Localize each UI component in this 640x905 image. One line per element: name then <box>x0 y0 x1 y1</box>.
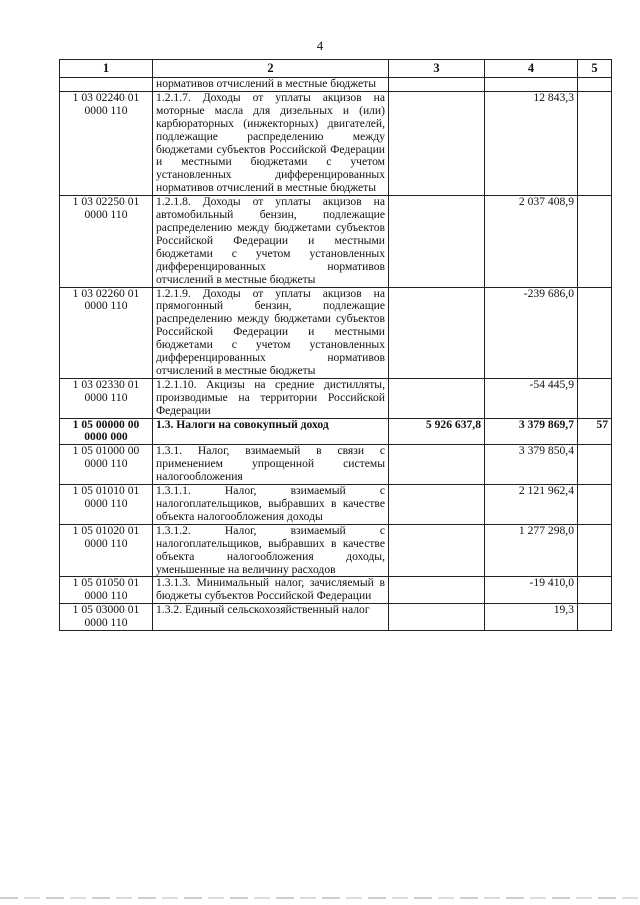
execution-percent-cell: 57 <box>578 418 612 445</box>
plan-amount-cell: 5 926 637,8 <box>389 418 485 445</box>
table-row <box>60 418 612 445</box>
revenue-table <box>59 59 612 631</box>
table-row <box>60 91 612 195</box>
revenue-name-cell: 1.2.1.10. Акцизы на средние дистилляты, производимые на территории Российской Федерации <box>153 378 389 418</box>
actual-amount-cell: -19 410,0 <box>485 577 578 604</box>
budget-code-cell: 1 05 03000 01 0000 110 <box>60 604 153 631</box>
revenue-name-cell: 1.3.1.1. Налог, взимаемый с налогоплательщиков, выбравших в качестве объекта налогообложения доходы <box>153 485 389 525</box>
header-col-1: 1 <box>60 60 153 78</box>
revenue-name-cell: 1.3.2. Единый сельскохозяйственный налог <box>153 604 389 631</box>
table-row <box>60 445 612 485</box>
table-row <box>60 485 612 525</box>
actual-amount-cell: -54 445,9 <box>485 378 578 418</box>
execution-percent-cell <box>578 91 612 195</box>
execution-percent-cell <box>578 577 612 604</box>
table-row <box>60 287 612 378</box>
actual-amount-cell: 12 843,3 <box>485 91 578 195</box>
table-row <box>60 604 612 631</box>
header-col-5: 5 <box>578 60 612 78</box>
revenue-name-cell: 1.3.1.3. Минимальный налог, зачисляемый в бюджеты субъектов Российской Федерации <box>153 577 389 604</box>
execution-percent-cell <box>578 604 612 631</box>
table-row <box>60 524 612 577</box>
execution-percent-cell <box>578 524 612 577</box>
budget-code-cell: 1 05 01050 01 0000 110 <box>60 577 153 604</box>
revenue-name-cell: 1.3.1. Налог, взимаемый в связи с применением упрощенной системы налогообложения <box>153 445 389 485</box>
budget-code-cell: 1 05 01020 01 0000 110 <box>60 524 153 577</box>
budget-code-cell: 1 03 02250 01 0000 110 <box>60 196 153 287</box>
revenue-name-cell: 1.2.1.7. Доходы от уплаты акцизов на моторные масла для дизельных и (или) карбюраторных (инжекторных) двигателей, подлежащие распределению между бюджетами субъектов Российской Федерации и местными бюджетами с учетом установленных дифференцированных нормативов отчислений в местные бюджеты <box>153 91 389 195</box>
header-col-2: 2 <box>153 60 389 78</box>
plan-amount-cell <box>389 196 485 287</box>
plan-amount-cell <box>389 91 485 195</box>
budget-code-cell <box>60 78 153 92</box>
execution-percent-cell <box>578 485 612 525</box>
plan-amount-cell <box>389 78 485 92</box>
revenue-name-cell: 1.3.1.2. Налог, взимаемый с налогоплательщиков, выбравших в качестве объекта налогообложения доходы, уменьшенные на величину расходов <box>153 524 389 577</box>
actual-amount-cell: 3 379 850,4 <box>485 445 578 485</box>
header-col-3: 3 <box>389 60 485 78</box>
revenue-name-cell: 1.3. Налоги на совокупный доход <box>153 418 389 445</box>
budget-code-cell: 1 03 02330 01 0000 110 <box>60 378 153 418</box>
page-number: 4 <box>316 38 324 53</box>
table-body <box>60 78 612 631</box>
budget-code-cell: 1 03 02260 01 0000 110 <box>60 287 153 378</box>
plan-amount-cell <box>389 604 485 631</box>
budget-code-cell: 1 05 01010 01 0000 110 <box>60 485 153 525</box>
plan-amount-cell <box>389 287 485 378</box>
revenue-name-cell: 1.2.1.8. Доходы от уплаты акцизов на автомобильный бензин, подлежащие распределению между бюджетами субъектов Российской Федерации и местными бюджетами с учетом установленных дифференцированных нормативов отчислений в местные бюджеты <box>153 196 389 287</box>
execution-percent-cell <box>578 378 612 418</box>
revenue-name-cell: нормативов отчислений в местные бюджеты <box>153 78 389 92</box>
actual-amount-cell: 19,3 <box>485 604 578 631</box>
plan-amount-cell <box>389 524 485 577</box>
table-row <box>60 577 612 604</box>
plan-amount-cell <box>389 485 485 525</box>
header-col-4: 4 <box>485 60 578 78</box>
revenue-name-cell: 1.2.1.9. Доходы от уплаты акцизов на прямогонный бензин, подлежащие распределению между бюджетами субъектов Российской Федерации и местными бюджетами с учетом установленных дифференцированных нормативов отчислений в местные бюджеты <box>153 287 389 378</box>
scan-artifact-line <box>0 897 640 899</box>
actual-amount-cell: 1 277 298,0 <box>485 524 578 577</box>
actual-amount-cell: -239 686,0 <box>485 287 578 378</box>
budget-code-cell: 1 05 01000 00 0000 110 <box>60 445 153 485</box>
actual-amount-cell: 2 121 962,4 <box>485 485 578 525</box>
execution-percent-cell <box>578 445 612 485</box>
table-row <box>60 378 612 418</box>
actual-amount-cell: 2 037 408,9 <box>485 196 578 287</box>
table-row <box>60 196 612 287</box>
plan-amount-cell <box>389 445 485 485</box>
table-row <box>60 78 612 92</box>
execution-percent-cell <box>578 196 612 287</box>
actual-amount-cell <box>485 78 578 92</box>
plan-amount-cell <box>389 378 485 418</box>
actual-amount-cell: 3 379 869,7 <box>485 418 578 445</box>
budget-code-cell: 1 05 00000 00 0000 000 <box>60 418 153 445</box>
plan-amount-cell <box>389 577 485 604</box>
execution-percent-cell <box>578 287 612 378</box>
budget-code-cell: 1 03 02240 01 0000 110 <box>60 91 153 195</box>
table-header-row <box>60 60 612 78</box>
execution-percent-cell <box>578 78 612 92</box>
